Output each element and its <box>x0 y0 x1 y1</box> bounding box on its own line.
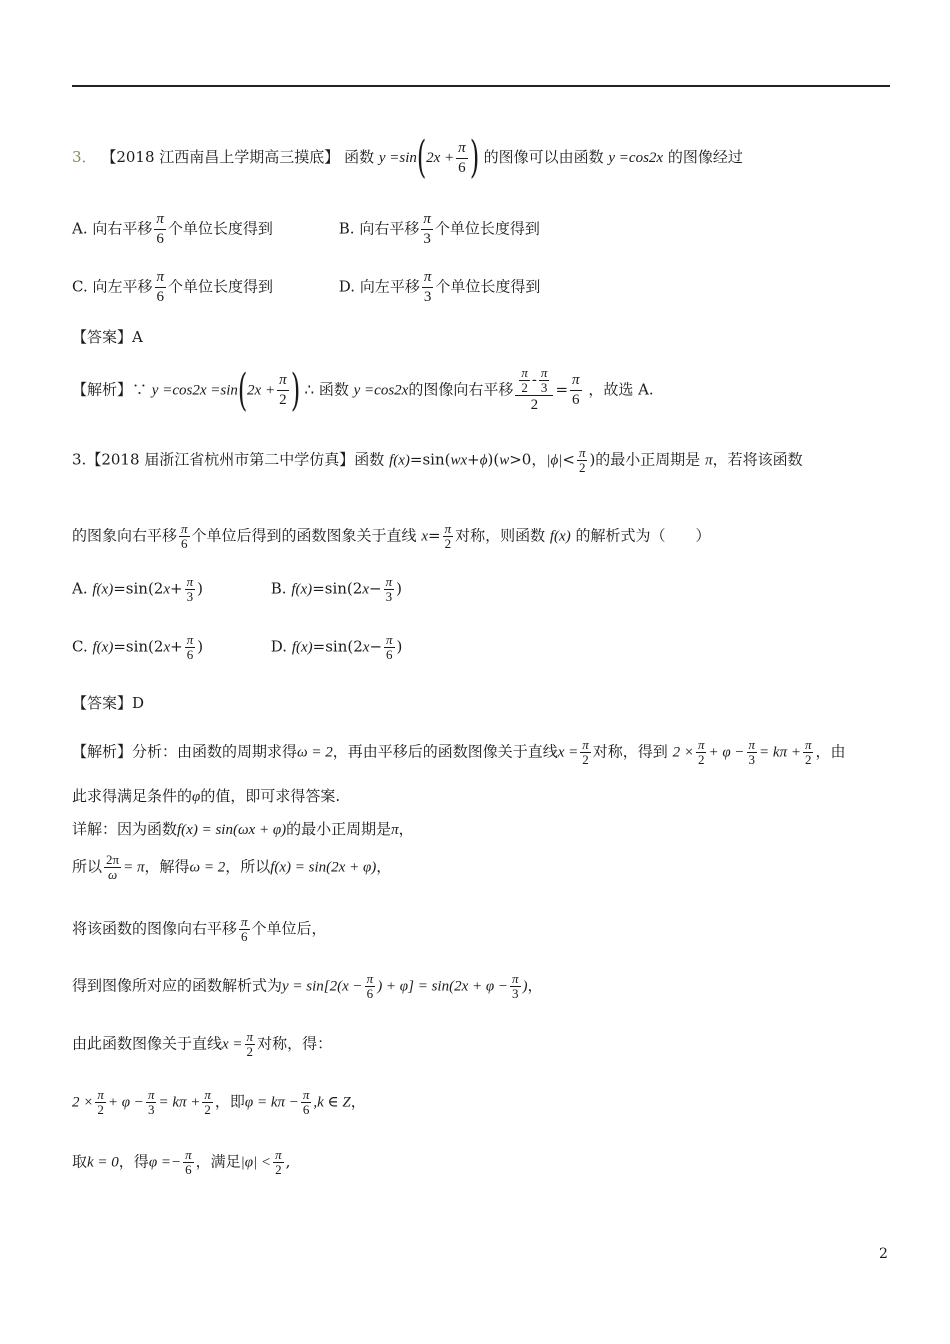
analysis-math: f(x) = sin(ωx + φ) <box>177 822 287 838</box>
analysis-text: 此求得满足条件的 <box>72 787 193 805</box>
frac-num: π <box>185 1147 192 1162</box>
q1-analysis <box>72 366 654 415</box>
frac-den: 2 <box>521 380 528 395</box>
q2-text: 对称，则函数 <box>455 526 546 545</box>
option-letter: B. <box>338 219 355 238</box>
analysis-text: ，即 <box>214 1092 245 1111</box>
q2-number: 3. <box>72 450 87 469</box>
q1-option-b[interactable] <box>339 210 540 249</box>
analysis-frac <box>696 738 707 767</box>
frac-den: 3 <box>385 589 393 604</box>
option-letter: C. <box>72 277 88 296</box>
analysis-frac <box>277 371 289 410</box>
frac-den: 3 <box>186 589 194 604</box>
option-body: =sin(2 <box>312 637 363 656</box>
q2-pi: π <box>705 452 713 469</box>
right-paren: ) <box>290 364 300 416</box>
q2-analysis-line-3 <box>72 819 414 840</box>
analysis-text: 对称，得： <box>257 1034 333 1053</box>
q2-phi: ϕ <box>479 452 488 469</box>
analysis-compound-frac <box>515 366 553 415</box>
option-close: ) <box>396 637 403 656</box>
frac-num: π <box>385 574 393 589</box>
q2-abs: |ϕ| <box>546 452 563 469</box>
analysis-frac <box>747 738 758 767</box>
frac-den: 2 <box>275 1162 282 1177</box>
q2-text: )的最小正周期是 <box>589 450 701 469</box>
q2-frac <box>179 522 190 551</box>
analysis-frac <box>183 1148 194 1177</box>
option-sign: + <box>170 637 183 656</box>
q2-text: 个单位后得到的函数图象关于直线 <box>191 526 417 545</box>
q2-f: f(x) <box>389 452 410 469</box>
analysis-mid: 的图像向右平移 <box>408 380 514 399</box>
q1-answer <box>72 327 143 347</box>
q2-frac <box>443 522 454 551</box>
q1-source: 【2018 江西南昌上学期高三摸底】 <box>101 148 340 166</box>
q2-answer <box>72 693 144 713</box>
option-f: f(x) <box>291 639 313 656</box>
q2-options-row-2 <box>72 633 402 662</box>
frac-den: 6 <box>302 1102 310 1117</box>
q2-option-b[interactable] <box>271 575 402 604</box>
analysis-text: , <box>285 1152 291 1171</box>
option-post: 个单位长度得到 <box>168 277 274 296</box>
frac-num: π <box>97 1087 104 1102</box>
frac-num: π <box>748 737 756 752</box>
q2-option-d[interactable] <box>271 633 403 662</box>
analysis-frac <box>273 1148 284 1177</box>
analysis-text: ，再由平移后的函数图像关于直线 <box>332 742 558 761</box>
analysis-text: 对称，得到 <box>592 742 668 761</box>
option-close: ) <box>197 579 203 598</box>
right-paren: ) <box>469 132 479 183</box>
q2-text: )( <box>487 450 500 469</box>
q1-number: 3． <box>72 148 97 166</box>
q2-w: w <box>499 452 510 469</box>
option-pre: 向左平移 <box>92 277 153 296</box>
page-number: 2 <box>879 1246 888 1262</box>
analysis-math: |φ| < <box>240 1154 272 1171</box>
frac-num: π <box>186 632 194 647</box>
analysis-text: ， <box>350 1092 366 1111</box>
frac-den: 3 <box>540 380 548 395</box>
option-letter: D. <box>338 277 356 296</box>
frac-num: π <box>366 971 374 986</box>
option-x: x <box>362 581 369 598</box>
frac-den: 2 <box>582 752 589 767</box>
frac-num: π <box>521 365 528 380</box>
option-pre: 向右平移 <box>359 219 420 238</box>
q1-option-d[interactable] <box>339 268 541 307</box>
analysis-math: φ <box>192 789 201 805</box>
frac-den: 6 <box>241 929 248 944</box>
equals: = <box>428 526 441 545</box>
q2-source: 【2018 届浙江省杭州市第二中学仿真】 <box>86 450 355 469</box>
analysis-math: 2 × <box>72 1094 94 1111</box>
option-frac <box>185 633 196 662</box>
analysis-math: x = <box>222 1036 243 1053</box>
q2-analysis-line-5 <box>72 915 327 944</box>
q1-mid: 的图像可以由函数 <box>483 148 604 166</box>
analysis-text: ，得 <box>118 1152 149 1171</box>
frac-num: π <box>570 371 582 391</box>
option-frac <box>422 268 434 307</box>
analysis-math: k = 0 <box>87 1154 119 1171</box>
frac-den: 3 <box>748 752 756 767</box>
frac-num: π <box>154 210 166 230</box>
frac-den: 6 <box>386 647 393 662</box>
frac-num: π <box>155 268 167 288</box>
analysis-math: f(x) = sin(2x + φ) <box>270 859 377 876</box>
analysis-text: 的值，即可求得答案. <box>200 787 341 805</box>
frac-den: 2 <box>578 460 586 475</box>
analysis-math: ) + φ] = sin(2x + φ − <box>377 978 509 995</box>
option-letter: B. <box>270 579 287 598</box>
header-rule <box>72 85 890 87</box>
frac-den: 6 <box>185 1162 192 1177</box>
frac-den: 6 <box>572 392 580 408</box>
analysis-frac <box>301 1088 312 1117</box>
q2-arg: wx <box>450 452 468 469</box>
q2-options-row-1 <box>72 575 402 604</box>
option-post: 个单位长度得到 <box>435 277 541 296</box>
q2-frac <box>577 446 588 475</box>
analysis-frac <box>104 853 121 882</box>
q1-stem <box>72 132 743 183</box>
frac-num: π <box>277 371 289 391</box>
frac-num: π <box>582 737 589 752</box>
frac-den: 6 <box>156 231 164 247</box>
frac-num: π <box>204 1087 211 1102</box>
analysis-text: 由此函数图像关于直线 <box>72 1034 223 1053</box>
analysis-text: ，满足 <box>195 1152 241 1171</box>
analysis-frac <box>365 972 376 1001</box>
option-x: x <box>163 581 171 598</box>
frac-den: 6 <box>366 986 374 1001</box>
q2-f: f(x) <box>549 528 571 545</box>
option-frac <box>384 575 395 604</box>
left-paren: ( <box>237 364 248 416</box>
option-frac <box>384 633 395 662</box>
analysis-text: ， <box>398 820 414 838</box>
analysis-g: y =cos2x <box>353 382 409 399</box>
frac-den: 3 <box>512 986 519 1001</box>
analysis-math: y = sin[2(x − <box>282 978 363 995</box>
frac-den: 3 <box>147 1102 155 1117</box>
q1-f-inner: 2x + <box>426 150 455 166</box>
frac-num: π <box>241 914 248 929</box>
left-paren: ( <box>416 132 427 183</box>
option-body: =sin(2 <box>113 579 164 598</box>
q2-text: ，若将该函数 <box>712 450 803 469</box>
analysis-math: + φ − <box>708 744 745 761</box>
option-letter: A. <box>72 579 88 598</box>
frac-num: π <box>422 268 434 288</box>
option-pre: 向右平移 <box>92 219 153 238</box>
frac-num: π <box>186 574 194 589</box>
analysis-text: 将该函数的图像向右平移 <box>72 919 238 938</box>
q1-tail: 的图像经过 <box>667 148 743 166</box>
analysis-text: ，由 <box>815 742 846 761</box>
q2-x: x <box>421 528 428 545</box>
frac-num: 2π <box>106 852 120 867</box>
option-letter: C. <box>72 637 88 656</box>
analysis-math: + φ − <box>107 1094 144 1111</box>
option-frac <box>154 210 166 249</box>
analysis-eq1: y =cos2x =sin <box>151 382 238 399</box>
q2-analysis-line-8 <box>72 1088 366 1117</box>
q2-stem-line-1 <box>72 446 803 475</box>
frac-den: 2 <box>246 1044 254 1059</box>
analysis-end: ，故选 A. <box>588 380 654 399</box>
frac-num: π <box>386 632 393 647</box>
frac-num: π <box>512 971 519 986</box>
frac-den: 2 <box>804 752 812 767</box>
option-letter: D. <box>270 637 288 656</box>
option-sign: + <box>170 579 183 598</box>
analysis-math: π <box>391 822 399 838</box>
analysis-text: ， <box>376 857 392 876</box>
frac-num: π <box>246 1029 254 1044</box>
frac-num: π <box>444 521 452 536</box>
analysis-text: 得到图像所对应的函数解析式为 <box>72 976 283 995</box>
q2-text: >0， <box>509 450 547 469</box>
option-x: x <box>163 639 171 656</box>
option-letter: A. <box>72 219 88 238</box>
frac-den: 2 <box>697 752 705 767</box>
q1-option-c[interactable] <box>72 268 334 307</box>
frac-den: 6 <box>181 536 188 551</box>
frac-num: π <box>540 365 548 380</box>
analysis-math: = π <box>123 859 145 876</box>
option-body: =sin(2 <box>312 579 363 598</box>
q2-analysis-line-4 <box>72 853 391 882</box>
frac-num: π <box>578 445 586 460</box>
minus-sign: - <box>531 370 537 389</box>
answer-label: 【答案】D <box>72 694 145 712</box>
analysis-text: 取 <box>72 1152 88 1171</box>
q1-options-row-1 <box>72 210 540 249</box>
option-sign: − <box>369 637 383 656</box>
frac-num: π <box>275 1147 282 1162</box>
frac-den: 2 <box>97 1102 104 1117</box>
analysis-text: 所以 <box>72 857 103 876</box>
frac-num: π <box>697 737 705 752</box>
q1-f-lhs: y =sin <box>378 150 417 166</box>
q2-analysis-line-2 <box>72 786 340 807</box>
frac-den: ω <box>107 867 118 882</box>
analysis-frac <box>245 1030 256 1059</box>
q2-text: 函数 <box>354 450 385 469</box>
equals: = <box>555 380 569 399</box>
q2-analysis-line-6 <box>72 972 543 1001</box>
option-f: f(x) <box>92 581 114 598</box>
analysis-frac <box>202 1088 213 1117</box>
option-f: f(x) <box>291 581 313 598</box>
frac-num: π <box>804 737 812 752</box>
frac-den: 6 <box>186 647 194 662</box>
frac-den: 2 <box>444 536 452 551</box>
option-f: f(x) <box>92 639 114 656</box>
analysis-frac <box>803 738 814 767</box>
q1-lead: 函数 <box>344 148 375 166</box>
q2-lt: < <box>562 450 575 469</box>
frac-num: π <box>456 139 468 159</box>
frac-den: 6 <box>458 159 466 176</box>
frac-num: π <box>147 1087 155 1102</box>
q2-text: 的解析式为（ ） <box>575 526 711 545</box>
frac-den: 3 <box>423 289 432 305</box>
q1-g: y =cos2x <box>608 150 664 166</box>
analysis-frac <box>510 972 521 1001</box>
q2-text: =sin( <box>409 450 451 469</box>
frac-den: 2 <box>530 397 539 413</box>
answer-label: 【答案】A <box>72 328 143 346</box>
analysis-text: ，所以 <box>225 857 271 876</box>
analysis-math: ) <box>522 978 528 995</box>
q2-option-c[interactable] <box>72 633 266 662</box>
option-close: ) <box>396 579 402 598</box>
analysis-math: ω = 2 <box>189 859 226 876</box>
frac-den: 3 <box>423 231 431 247</box>
analysis-label: 【解析】∵ <box>72 380 148 399</box>
frac-den: 2 <box>204 1102 211 1117</box>
analysis-eq1-inner: 2x + <box>247 382 276 399</box>
option-frac <box>185 575 196 604</box>
analysis-math: ω = 2 <box>297 744 333 761</box>
option-frac <box>421 210 433 249</box>
analysis-text: ，解得 <box>144 857 190 876</box>
option-post: 个单位长度得到 <box>434 219 540 238</box>
frac-num: π <box>421 210 433 230</box>
option-pre: 向左平移 <box>359 277 420 296</box>
q2-stem-line-2 <box>72 522 711 551</box>
option-close: ) <box>197 637 204 656</box>
analysis-frac <box>239 915 250 944</box>
analysis-math: x = <box>557 744 579 761</box>
q1-option-a[interactable] <box>72 210 334 249</box>
analysis-math: ,k ∈ Z <box>313 1094 351 1111</box>
q1-frac <box>456 139 468 178</box>
analysis-frac <box>95 1088 106 1117</box>
analysis-text: 详解：因为函数 <box>72 820 178 838</box>
analysis-math: 2 × <box>672 744 694 761</box>
q2-text: + <box>467 450 480 469</box>
analysis-result-frac <box>570 371 582 410</box>
frac-den: 2 <box>279 392 287 408</box>
analysis-frac <box>146 1088 157 1117</box>
option-frac <box>155 268 167 307</box>
analysis-text: 【解析】分析：由函数的周期求得 <box>72 742 298 761</box>
analysis-text: 个单位后， <box>251 919 327 938</box>
q1-options-row-2 <box>72 268 540 307</box>
analysis-therefore: ∴ 函数 <box>304 380 349 399</box>
analysis-math: φ =− <box>148 1154 182 1171</box>
q2-text: 的图象向右平移 <box>72 526 178 545</box>
analysis-frac <box>580 738 591 767</box>
option-body: =sin(2 <box>113 637 164 656</box>
analysis-text: 的最小正周期是 <box>286 820 392 838</box>
frac-num: π <box>181 521 188 536</box>
analysis-math: = kπ + <box>158 1094 201 1111</box>
q2-option-a[interactable] <box>72 575 266 604</box>
frac-den: 6 <box>156 289 165 305</box>
analysis-math: φ = kπ − <box>244 1094 299 1111</box>
q2-analysis-line-9 <box>72 1148 290 1177</box>
analysis-text: ， <box>527 976 543 995</box>
option-post: 个单位长度得到 <box>167 219 273 238</box>
option-x: x <box>362 639 370 656</box>
q2-analysis-line-7 <box>72 1030 332 1059</box>
analysis-math: = kπ + <box>759 744 801 761</box>
option-sign: − <box>368 579 382 598</box>
q2-analysis-line-1 <box>72 738 846 767</box>
frac-num: π <box>302 1087 310 1102</box>
